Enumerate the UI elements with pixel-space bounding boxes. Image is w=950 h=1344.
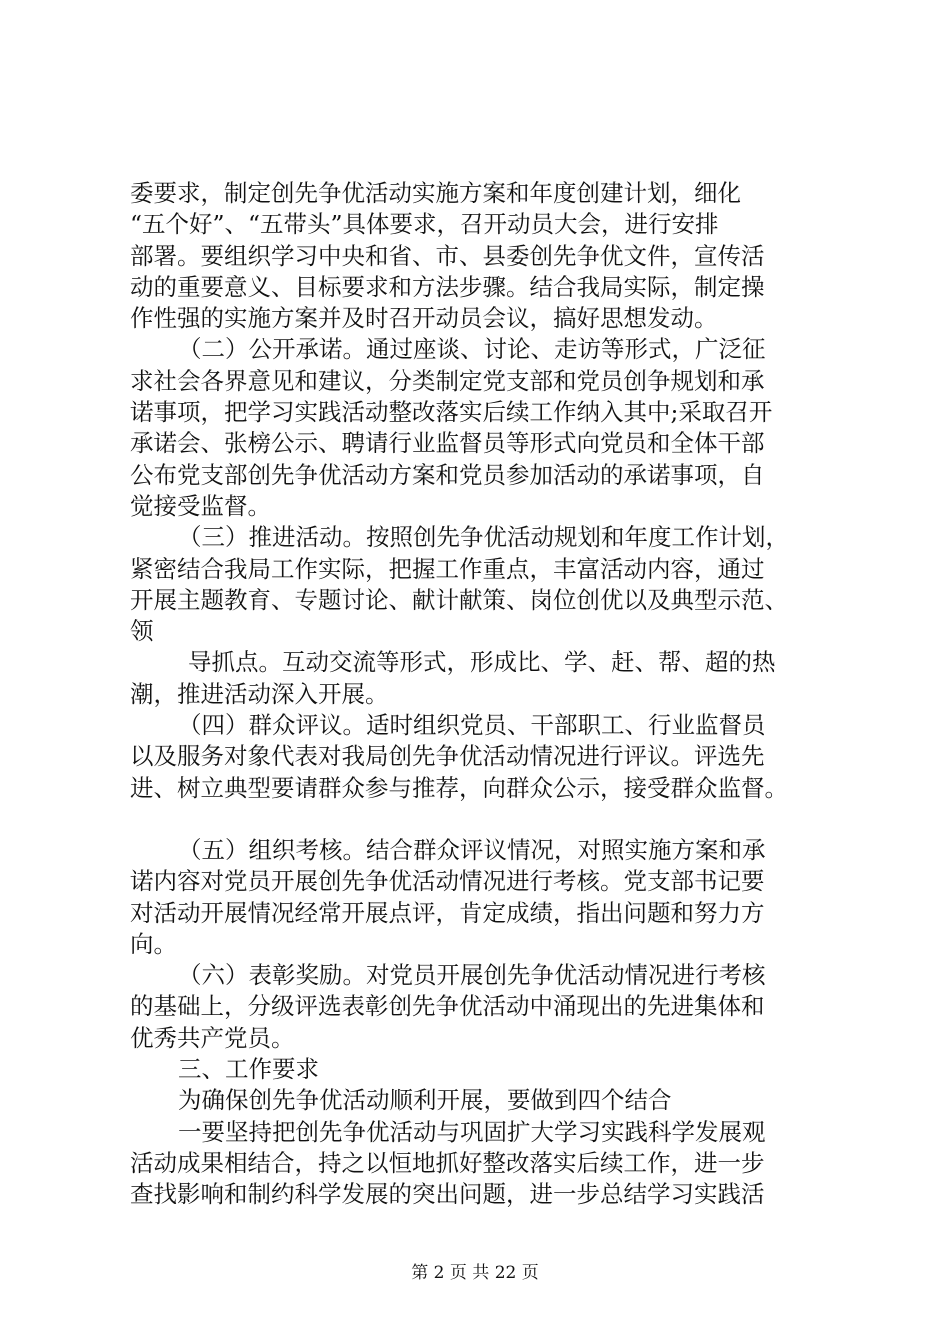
text-line: 觉接受监督。 xyxy=(130,491,271,520)
text-line: 诺事项，把学习实践活动整改落实后续工作纳入其中;采取召开 xyxy=(130,398,773,427)
text-line: 一要坚持把创先争优活动与巩固扩大学习实践科学发展观 xyxy=(178,1117,766,1146)
text-line: 为确保创先争优活动顺利开展，要做到四个结合 xyxy=(178,1086,672,1115)
text-line: 求社会各界意见和建议，分类制定党支部和党员创争规划和承 xyxy=(130,366,765,395)
page-footer xyxy=(0,1262,950,1284)
text-line: 以及服务对象代表对我局创先争优活动情况进行评议。评选先 xyxy=(130,742,765,771)
text-line: 紧密结合我局工作实际，把握工作重点，丰富活动内容，通过 xyxy=(130,554,765,583)
text-line: 活动成果相结合，持之以恒地抓好整改落实后续工作，进一步 xyxy=(130,1148,765,1177)
text-line: 诺内容对党员开展创先争优活动情况进行考核。党支部书记要 xyxy=(130,867,765,896)
text-line: （五）组织考核。结合群众评议情况，对照实施方案和承 xyxy=(178,835,766,864)
text-line: 对活动开展情况经常开展点评，肯定成绩，指出问题和努力方 xyxy=(130,898,765,927)
text-line: 委要求，制定创先争优活动实施方案和年度创建计划，细化 xyxy=(130,179,741,207)
text-line: 查找影响和制约科学发展的突出问题，进一步总结学习实践活 xyxy=(130,1180,765,1209)
text-line: （四）群众评议。适时组织党员、干部职工、行业监督员 xyxy=(178,711,766,740)
text-line: 优秀共产党员。 xyxy=(130,1023,295,1052)
text-line: 领 xyxy=(130,617,154,646)
page-number: 第 2 页 共 22 页 xyxy=(411,1263,539,1283)
text-line: 承诺会、张榜公示、聘请行业监督员等形式向党员和全体干部 xyxy=(130,429,765,458)
text-line: 公布党支部创先争优活动方案和党员参加活动的承诺事项，自 xyxy=(130,460,765,489)
text-line: 部署。要组织学习中央和省、市、县委创先争优文件，宣传活 xyxy=(130,241,765,270)
text-line: （二）公开承诺。通过座谈、讨论、走访等形式，广泛征 xyxy=(178,335,766,364)
text-line: 的基础上，分级评选表彰创先争优活动中涌现出的先进集体和 xyxy=(130,992,765,1021)
text-line: （三）推进活动。按照创先争优活动规划和年度工作计划， xyxy=(178,523,789,552)
text-line: 导抓点。互动交流等形式，形成比、学、赶、帮、超的热 xyxy=(188,648,776,677)
text-line: 潮，推进活动深入开展。 xyxy=(130,679,389,708)
text-line: 动的重要意义、目标要求和方法步骤。结合我局实际，制定操 xyxy=(130,272,765,301)
text-line: 开展主题教育、专题讨论、献计献策、岗位创优以及典型示范、 xyxy=(130,585,788,614)
text-line: （六）表彰奖励。对党员开展创先争优活动情况进行考核 xyxy=(178,961,766,990)
text-line: 向。 xyxy=(130,929,177,958)
blank-line xyxy=(130,804,835,835)
text-line: “五个好”、“五带头”具体要求，召开动员大会，进行安排 xyxy=(130,210,719,239)
document-body xyxy=(130,178,835,1211)
text-line: 作性强的实施方案并及时召开动员会议，搞好思想发动。 xyxy=(130,304,718,333)
text-line: 进、树立典型要请群众参与推荐，向群众公示，接受群众监督。 xyxy=(130,773,788,802)
section-heading: 三、工作要求 xyxy=(178,1055,319,1084)
